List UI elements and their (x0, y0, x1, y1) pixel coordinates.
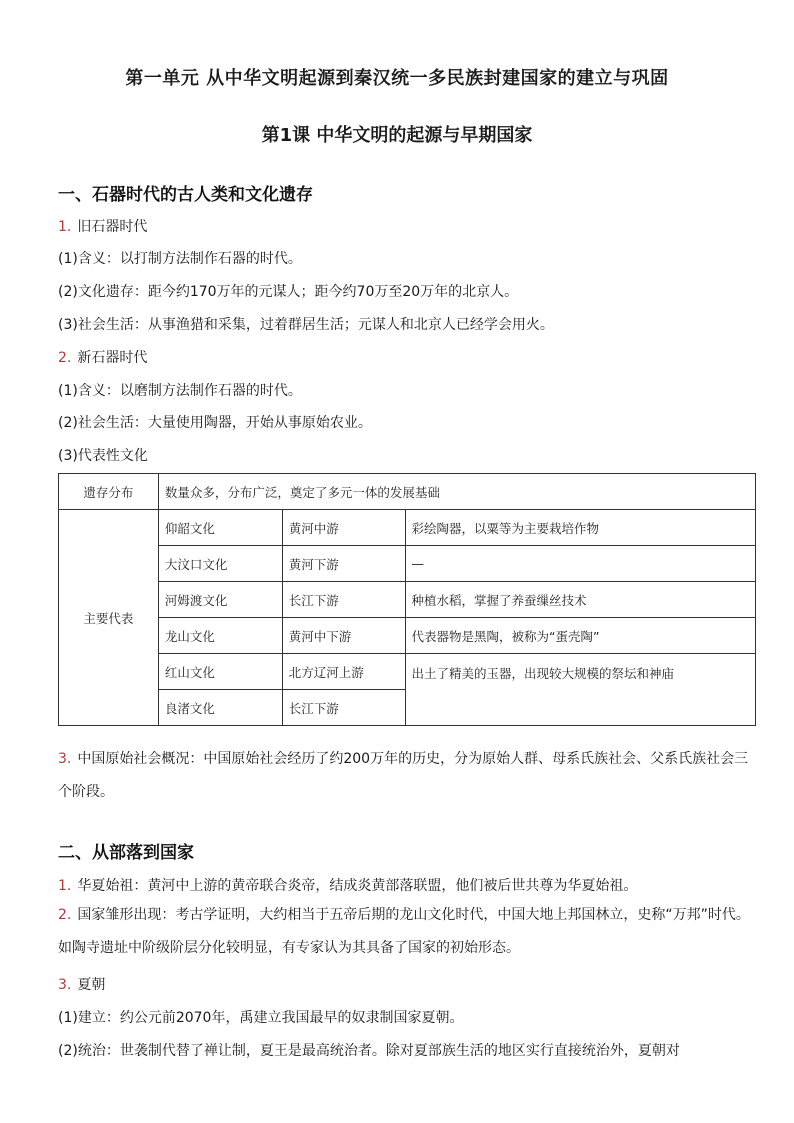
table-cell: 良渚文化 (158, 690, 282, 726)
subheading-xia-dynasty (58, 974, 105, 994)
table-cell: 北方辽河上游 (282, 654, 405, 690)
list-number: 1. (58, 878, 72, 894)
subheading-text: 旧石器时代 (77, 219, 148, 235)
paragraph-line: (2)文化遗存：距今约170万年的元谋人；距今约70万至20万年的北京人。 (58, 284, 519, 300)
table-cell: 代表器物是黑陶，被称为“蛋壳陶” (405, 618, 755, 654)
table-cell: 黄河中下游 (282, 618, 405, 654)
culture-table (58, 473, 756, 726)
table-cell: 大汶口文化 (158, 546, 282, 582)
table-cell: 出土了精美的玉器，出现较大规模的祭坛和神庙 (405, 654, 755, 726)
table-cell: 彩绘陶器，以粟等为主要栽培作物 (405, 510, 755, 546)
subheading-text: 夏朝 (77, 977, 106, 993)
list-number: 1. (58, 219, 72, 235)
paragraph-state-prototype (58, 899, 758, 965)
table-row (59, 510, 756, 546)
table-row (59, 618, 756, 654)
table-cell: 黄河下游 (282, 546, 405, 582)
section-heading-tribe-to-state: 二、从部落到国家 (58, 843, 194, 863)
paragraph-line: (2)统治：世袭制代替了禅让制，夏王是最高统治者。除对夏部族生活的地区实行直接统治外，夏朝对 (58, 1043, 680, 1059)
table-cell: 黄河中游 (282, 510, 405, 546)
table-cell: 长江下游 (282, 690, 405, 726)
table-row (59, 654, 756, 690)
table-cell: 长江下游 (282, 582, 405, 618)
paragraph-line: (1)含义：以磨制方法制作石器的时代。 (58, 383, 302, 399)
table-header-cell: 主要代表 (59, 510, 159, 726)
paragraph-primitive-society (58, 743, 758, 809)
list-number: 3. (58, 977, 72, 993)
paragraph-line: (2)社会生活：大量使用陶器，开始从事原始农业。 (58, 415, 372, 431)
list-number: 3. (58, 751, 72, 767)
lesson-title: 第1课 中华文明的起源与早期国家 (261, 125, 533, 146)
paragraph-huaxia-ancestors (58, 875, 637, 895)
paragraph-text: 华夏始祖：黄河中上游的黄帝联合炎帝，结成炎黄部落联盟，他们被后世共尊为华夏始祖。 (77, 878, 638, 894)
table-row (59, 474, 756, 510)
paragraph-text: 中国原始社会概况：中国原始社会经历了约200万年的历史，分为原始人群、母系氏族社会、父系氏族社会三个阶段。 (58, 751, 749, 800)
list-number: 2. (58, 907, 72, 923)
table-cell: 种植水稻，掌握了养蚕缫丝技术 (405, 582, 755, 618)
subheading-paleolithic (58, 216, 147, 236)
table-cell: — (405, 546, 755, 582)
table-row (59, 582, 756, 618)
paragraph-line: (3)代表性文化 (58, 448, 148, 464)
paragraph-line: (1)含义：以打制方法制作石器的时代。 (58, 251, 302, 267)
paragraph-line: (3)社会生活：从事渔猎和采集，过着群居生活；元谋人和北京人已经学会用火。 (58, 317, 554, 333)
paragraph-line: (1)建立：约公元前2070年，禹建立我国最早的奴隶制国家夏朝。 (58, 1010, 464, 1026)
subheading-neolithic (58, 347, 147, 367)
table-row (59, 546, 756, 582)
subheading-text: 新石器时代 (77, 350, 148, 366)
table-cell: 龙山文化 (158, 618, 282, 654)
unit-title: 第一单元 从中华文明起源到秦汉统一多民族封建国家的建立与巩固 (125, 68, 669, 89)
section-heading-stone-age: 一、石器时代的古人类和文化遗存 (58, 185, 313, 205)
paragraph-text: 国家雏形出现：考古学证明，大约相当于五帝后期的龙山文化时代，中国大地上邦国林立，史称“万邦”时代。如陶寺遗址中阶级阶层分化较明显，有专家认为其具备了国家的初始形态。 (58, 907, 750, 956)
table-header-cell: 遗存分布 (59, 474, 159, 510)
list-number: 2. (58, 350, 72, 366)
table-cell: 数量众多，分布广泛，奠定了多元一体的发展基础 (158, 474, 755, 510)
table-cell: 仰韶文化 (158, 510, 282, 546)
table-cell: 红山文化 (158, 654, 282, 690)
table-cell: 河姆渡文化 (158, 582, 282, 618)
